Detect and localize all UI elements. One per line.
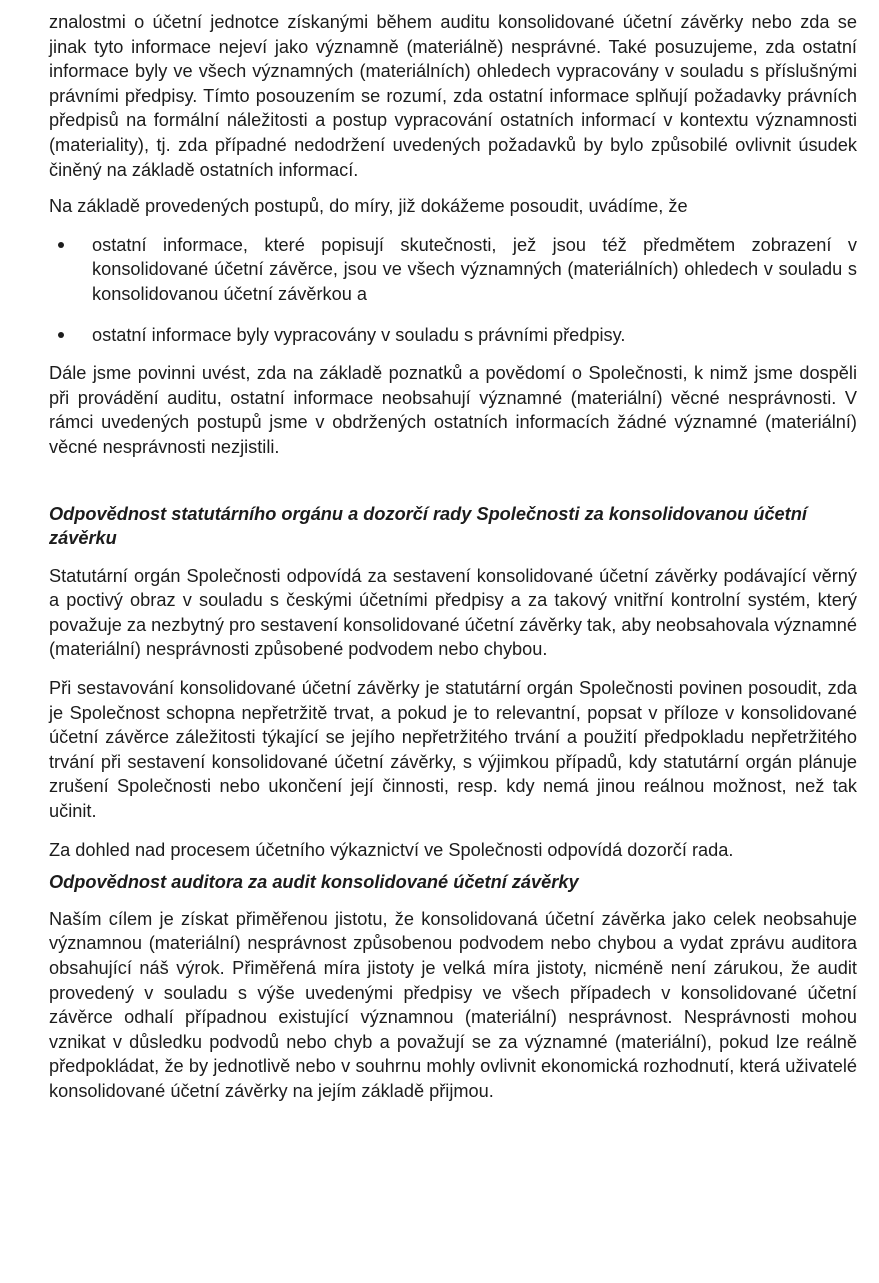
paragraph-statutory-body-responsibility: Statutární orgán Společnosti odpovídá za sestavení konsolidované účetní závěrky podávající věrný a poctivý obraz v souladu s českými účetními předpisy a za takový vnitřní kontrolní systém, který považuje za nezbytný pro sestavení konsolidované účetní závěrky tak, aby neobsahovala významné (materiální) nesprávnosti způsobené podvodem nebo chybou. bbox=[49, 565, 857, 660]
paragraph-material-misstatement: Dále jsme povinni uvést, zda na základě poznatků a povědomí o Společnosti, k nimž jsme dospěli při provádění auditu, ostatní informace neobsahují významné (materiální) věcné nesprávnosti. V rámci uvedených postupů jsme v obdržených ostatních informacích žádné významné (materiální) věcné nesprávnosti nezjistili. bbox=[49, 363, 857, 457]
bullet-icon bbox=[58, 332, 64, 338]
document-page bbox=[49, 10, 857, 1104]
bullet-text: ostatní informace, které popisují skutečnosti, jež jsou též předmětem zobrazení v konsolidované účetní závěrce, jsou ve všech významných (materiálních) ohledech v souladu s konsolidovanou účetní závěrkou a bbox=[92, 234, 857, 304]
paragraph-other-information-review: znalostmi o účetní jednotce získanými během auditu konsolidované účetní závěrky nebo zda se jinak tyto informace nejeví jako významně (materiálně) nesprávné. Také posuzujeme, zda ostatní informace byly ve všech významných (materiálních) ohledech vypracovány v souladu s příslušnými právními předpisy. Tímto posouzením se rozumí, zda ostatní informace splňují požadavky právních předpisů na formální náležitosti a postup vypracování ostatních informací v kontextu významnosti (materiality), tj. zda případné nedodržení uvedených požadavků by bylo způsobilé ovlivnit úsudek činěný na základě ostatních informací. bbox=[49, 12, 857, 180]
paragraph-going-concern: Při sestavování konsolidované účetní závěrky je statutární orgán Společnosti povinen posoudit, zda je Společnost schopna nepřetržitě trvat, a pokud je to relevantní, popsat v příloze v konsolidované účetní závěrce záležitosti týkající se jejího nepřetržitého trvání a použití předpokladu nepřetržitého trvání při sestavení konsolidované účetní závěrky, s výjimkou případů, kdy statutární orgán plánuje zrušení Společnosti nebo ukončení její činnosti, resp. kdy nemá jinou reálnou možnost, než tak učinit. bbox=[49, 678, 857, 822]
paragraph-auditor-objective: Naším cílem je získat přiměřenou jistotu, že konsolidovaná účetní závěrka jako celek neobsahuje významnou (materiální) nesprávnost způsobenou podvodem nebo chybou a vydat zprávu auditora obsahující náš výrok. Přiměřená míra jistoty je velká míra jistoty, nicméně není zárukou, že audit provedený v souladu s výše uvedenými předpisy ve všech případech v konsolidované účetní závěrce odhalí případnou existující významnou (materiální) nesprávnost. Nesprávnosti mohou vznikat v důsledku podvodů nebo chyb a považují se za významné (materiální), pokud lze reálně předpokládat, že by jednotlivě nebo v souhrnu mohly ovlivnit ekonomická rozhodnutí, která uživatelé konsolidované účetní závěrky na jejím základě přijmou. bbox=[49, 908, 857, 1101]
list-item bbox=[49, 323, 857, 348]
paragraph-supervisory-board: Za dohled nad procesem účetního výkaznictví ve Společnosti odpovídá dozorčí rada. bbox=[49, 839, 734, 860]
bullet-text: ostatní informace byly vypracovány v souladu s právními předpisy. bbox=[92, 324, 626, 345]
paragraph-procedures-intro: Na základě provedených postupů, do míry, již dokážeme posoudit, uvádíme, že bbox=[49, 196, 688, 217]
section-heading-management-responsibility: Odpovědnost statutárního orgánu a dozorčí rady Společnosti za konsolidovanou účetní závěrku bbox=[49, 503, 807, 549]
list-item bbox=[49, 233, 857, 307]
section-heading-auditor-responsibility: Odpovědnost auditora za audit konsolidované účetní závěrky bbox=[49, 872, 579, 893]
bullet-icon bbox=[58, 242, 64, 248]
conclusion-bullet-list bbox=[49, 233, 857, 347]
